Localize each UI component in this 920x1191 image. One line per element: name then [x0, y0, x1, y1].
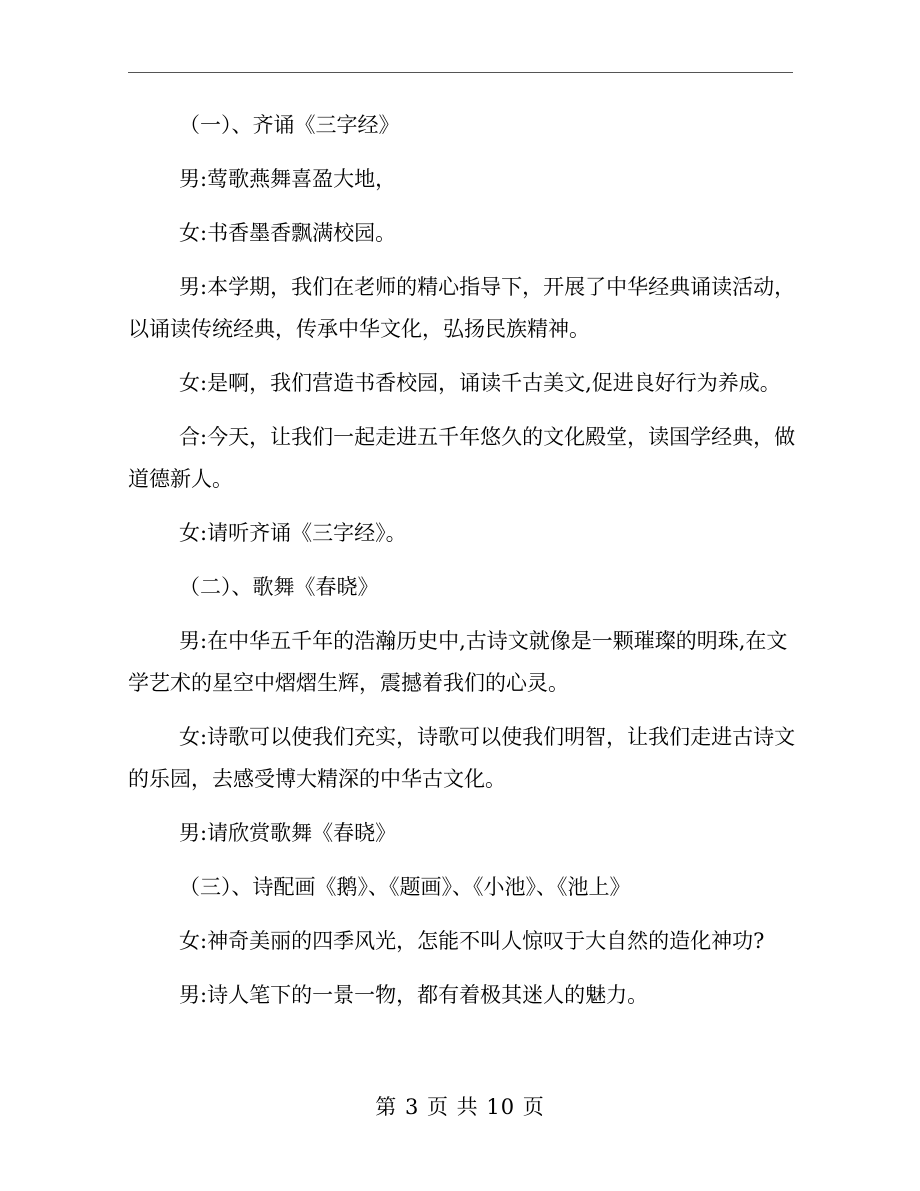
- page-number: 第 3 页 共 10 页: [375, 1095, 545, 1119]
- dialogue-line: 女:请听齐诵《三字经》。: [179, 521, 407, 545]
- section-heading-1: （一）、齐诵《三字经》: [179, 113, 400, 137]
- header-divider: [128, 72, 793, 73]
- dialogue-line: 女:神奇美丽的四季风光，怎能不叫人惊叹于大自然的造化神功?: [179, 929, 765, 953]
- dialogue-line: 男:诗人笔下的一景一物，都有着极其迷人的魅力。: [179, 983, 649, 1007]
- dialogue-line: 女:诗歌可以使我们充实，诗歌可以使我们明智，让我们走进古诗文的乐园，去感受博大精深的中华古文化。: [128, 725, 796, 791]
- document-body: [128, 104, 804, 1028]
- section-heading-2: （二）、歌舞《春晓》: [179, 575, 379, 599]
- dialogue-line: 女:是啊，我们营造书香校园，诵读千古美文,促进良好行为养成。: [179, 371, 781, 395]
- dialogue-line: 男:莺歌燕舞喜盈大地，: [179, 167, 397, 191]
- dialogue-line: 男:请欣赏歌舞《春晓》: [179, 821, 397, 845]
- dialogue-line: 女:书香墨香飘满校园。: [179, 221, 397, 245]
- dialogue-line: 男:本学期，我们在老师的精心指导下，开展了中华经典诵读活动，以诵读传统经典，传承中华文化，弘扬民族精神。: [128, 275, 796, 341]
- dialogue-line: 男:在中华五千年的浩瀚历史中,古诗文就像是一颗璀璨的明珠,在文学艺术的星空中熠熠生辉，震撼着我们的心灵。: [128, 629, 788, 695]
- dialogue-line: 合:今天，让我们一起走进五千年悠久的文化殿堂，读国学经典，做道德新人。: [128, 425, 796, 491]
- section-heading-3: （三）、诗配画《鹅》、《题画》、《小池》、《池上》: [179, 875, 631, 899]
